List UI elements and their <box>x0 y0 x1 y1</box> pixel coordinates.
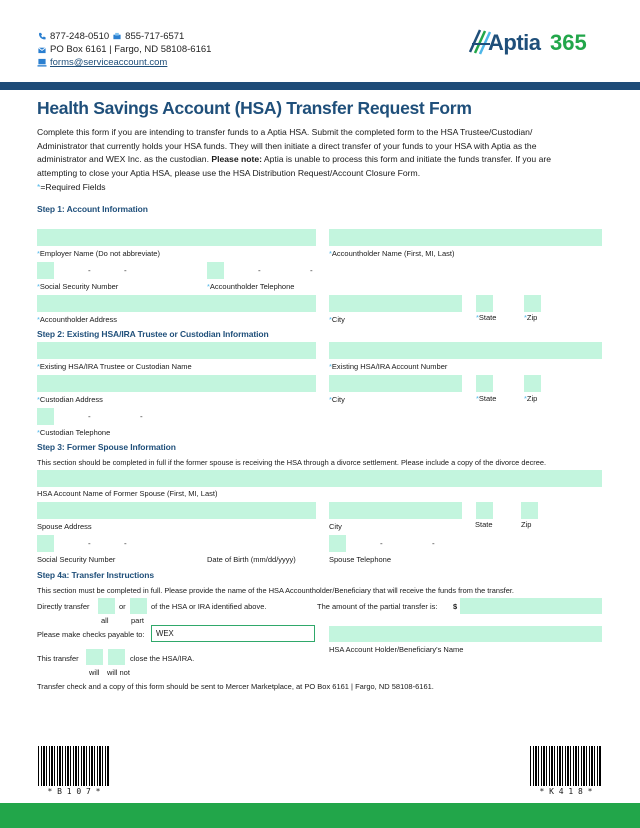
existing-account-number-field[interactable] <box>329 342 602 359</box>
phone-icon <box>37 32 47 41</box>
employer-name-field[interactable] <box>37 229 316 246</box>
accountholder-phone-field[interactable] <box>207 262 224 279</box>
city-field-1[interactable] <box>329 295 462 312</box>
part-label: part <box>131 616 144 625</box>
please-note: Please note: <box>211 154 262 165</box>
accountholder-name-field[interactable] <box>329 229 602 246</box>
state-label-1: *State <box>476 313 497 322</box>
holder-beneficiary-label: HSA Account Holder/Beneficiary's Name <box>329 645 464 654</box>
will-label: will <box>89 668 100 677</box>
state-label-3: State <box>475 520 493 529</box>
mailbox-icon <box>37 45 47 54</box>
barcode-bar <box>107 746 109 786</box>
directly-transfer-label: Directly transfer <box>37 602 90 611</box>
trustee-name-field[interactable] <box>37 342 316 359</box>
existing-account-number-label: *Existing HSA/IRA Account Number <box>329 362 448 371</box>
accountholder-name-label: *Accountholder Name (First, MI, Last) <box>329 249 455 258</box>
all-label: all <box>101 616 109 625</box>
phone-line <box>37 31 184 42</box>
this-transfer-label: This transfer <box>37 654 79 663</box>
zip-label-2: *Zip <box>524 394 538 403</box>
accountholder-address-field[interactable] <box>37 295 316 312</box>
phone-number-1: 877-248-0510 <box>50 31 110 42</box>
city-label-3: City <box>329 522 342 531</box>
transfer-all-checkbox[interactable] <box>98 598 115 614</box>
dollar-sign: $ <box>453 602 458 611</box>
state-field-1[interactable] <box>476 295 493 312</box>
trustee-name-label: *Existing HSA/IRA Trustee or Custodian Name <box>37 362 192 371</box>
zip-label-1: *Zip <box>524 313 538 322</box>
ssn-field-1[interactable] <box>37 262 54 279</box>
city-label-1: *City <box>329 315 345 324</box>
intro-line-4: attempting to close your Aptia HSA, please use the HSA Distribution Request/Account Closure Form. <box>37 167 421 178</box>
intro-text <box>37 126 551 180</box>
fax-icon <box>112 32 122 41</box>
spouse-ssn-label: Social Security Number <box>37 555 116 564</box>
barcode-left-text: * B 1 0 7 * <box>47 787 101 796</box>
logo-number: 365 <box>550 30 587 55</box>
city-field-2[interactable] <box>329 375 462 392</box>
spouse-account-name-label: HSA Account Name of Former Spouse (First, MI, Last) <box>37 489 218 498</box>
state-field-3[interactable] <box>476 502 493 519</box>
spouse-address-field[interactable] <box>37 502 316 519</box>
spouse-account-name-field[interactable] <box>37 470 602 487</box>
phone-number-2: 855-717-6571 <box>125 31 185 42</box>
spouse-phone-label: Spouse Telephone <box>329 555 391 564</box>
aptia-logo <box>468 24 596 58</box>
mail-instructions: Transfer check and a copy of this form should be sent to Mercer Marketplace, at PO Box 6161 | Fargo, ND 58108-6161. <box>37 682 434 691</box>
step4-heading: Step 4a: Transfer Instructions <box>37 570 154 580</box>
spouse-dob-label: Date of Birth (mm/dd/yyyy) <box>207 555 296 564</box>
will-not-label: will not <box>107 668 130 677</box>
custodian-phone-label: *Custodian Telephone <box>37 428 111 437</box>
step3-heading: Step 3: Former Spouse Information <box>37 442 176 452</box>
will-not-close-checkbox[interactable] <box>108 649 125 665</box>
state-label-2: *State <box>476 394 497 403</box>
partial-amount-field[interactable] <box>460 598 602 614</box>
spouse-phone-field[interactable] <box>329 535 346 552</box>
spouse-address-label: Spouse Address <box>37 522 92 531</box>
custodian-phone-field[interactable] <box>37 408 54 425</box>
barcode-right-text: * K 4 1 8 * <box>539 787 593 796</box>
holder-beneficiary-field[interactable] <box>329 626 602 642</box>
close-hsa-label: close the HSA/IRA. <box>130 654 195 663</box>
intro-line-3: administrator and WEX Inc. as the custodian. Please note: Aptia is unable to process this form and initiate the funds transfer. If you are <box>37 154 552 165</box>
intro-line-1: Complete this form if you are intending to transfer funds to a Aptia HSA. Submit the completed form to the HSA Trustee/Custodian/ <box>37 127 533 137</box>
employer-name-label: *Employer Name (Do not abbreviate) <box>37 249 160 258</box>
step1-heading: Step 1: Account Information <box>37 204 148 214</box>
step4-note: This section must be completed in full. Please provide the name of the HSA Accountholder/Beneficiary that will receive the funds from the transfer. <box>37 586 514 595</box>
payee-field[interactable]: WEX <box>151 625 315 642</box>
header-band <box>0 82 640 90</box>
partial-amount-label: The amount of the partial transfer is: <box>317 602 438 611</box>
zip-field-2[interactable] <box>524 375 541 392</box>
accountholder-address-label: *Accountholder Address <box>37 315 118 324</box>
city-label-2: *City <box>329 395 345 404</box>
step3-note: This section should be completed in full if the former spouse is receiving the HSA through a divorce settlement. Please include a copy of the divorce decree. <box>37 458 546 467</box>
or-label: or <box>119 602 126 611</box>
email-line <box>37 57 167 68</box>
will-close-checkbox[interactable] <box>86 649 103 665</box>
step2-heading: Step 2: Existing HSA/IRA Trustee or Custodian Information <box>37 329 269 339</box>
required-fields-note: *=Required Fields <box>37 182 106 192</box>
city-field-3[interactable] <box>329 502 462 519</box>
checks-payable-label: Please make checks payable to: <box>37 630 145 639</box>
footer-band <box>0 803 640 828</box>
computer-icon <box>37 58 47 67</box>
transfer-part-checkbox[interactable] <box>130 598 147 614</box>
accountholder-phone-label: *Accountholder Telephone <box>207 282 295 291</box>
ssn-label: *Social Security Number <box>37 282 119 291</box>
zip-field-3[interactable] <box>521 502 538 519</box>
of-hsa-label: of the HSA or IRA identified above. <box>151 602 267 611</box>
state-field-2[interactable] <box>476 375 493 392</box>
zip-field-1[interactable] <box>524 295 541 312</box>
address-line <box>37 44 211 55</box>
spouse-ssn-field[interactable] <box>37 535 54 552</box>
intro-line-2: Administrator that currently holds your HSA funds. They will then initiate a direct transfer of your funds to your HSA with Aptia as the <box>37 140 537 151</box>
page-title: Health Savings Account (HSA) Transfer Request Form <box>37 98 472 118</box>
custodian-address-field[interactable] <box>37 375 316 392</box>
mailing-address: PO Box 6161 | Fargo, ND 58108-6161 <box>50 44 212 55</box>
custodian-address-label: *Custodian Address <box>37 395 103 404</box>
email-link[interactable]: forms@serviceaccount.com <box>50 57 168 68</box>
logo-text: Aptia <box>488 30 541 55</box>
zip-label-3: Zip <box>521 520 532 529</box>
barcode-bar <box>599 746 601 786</box>
